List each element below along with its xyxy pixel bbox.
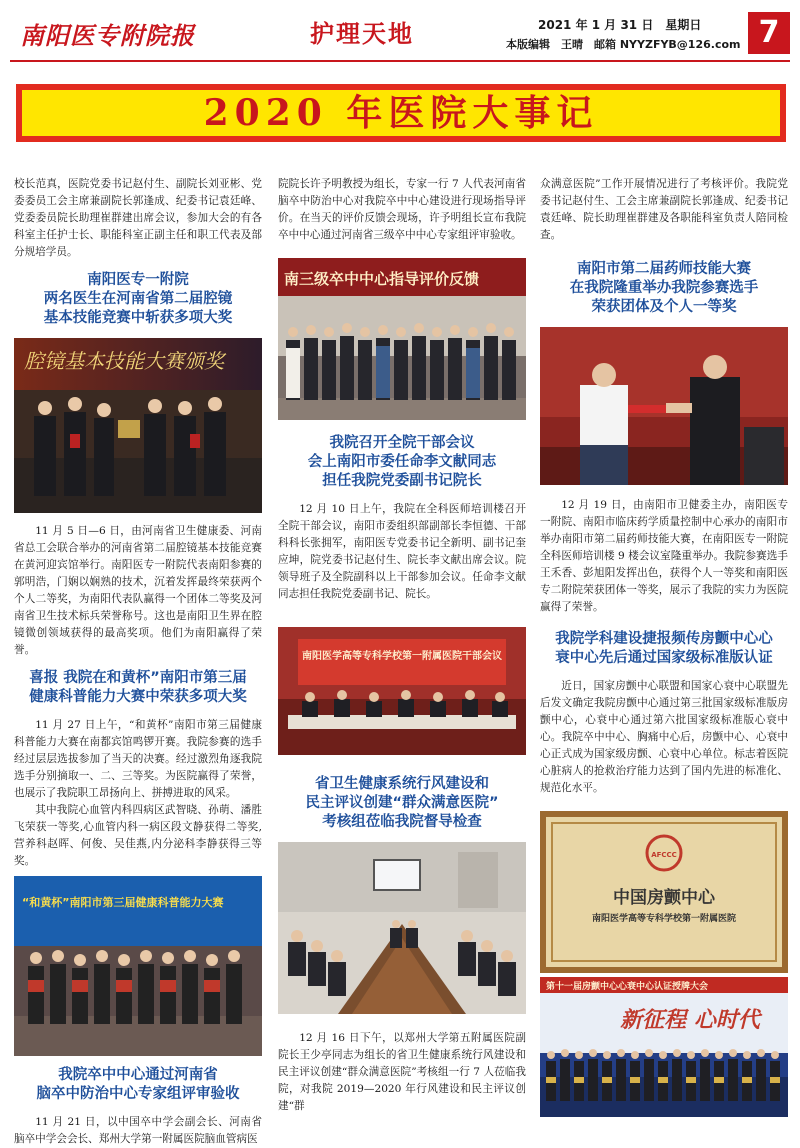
plaque-title: 中国房颤中心 — [613, 888, 715, 908]
page-number: 7 — [748, 12, 790, 54]
article-headline: 南阳医专一附院 两名医生在河南省第二届腔镜 基本技能竞赛中斩获多项大奖 — [43, 272, 233, 326]
photo-sign-text: 新征程 心时代 — [620, 1007, 760, 1033]
plaque-subtitle: 南阳医学高等专科学校第一附属医院 — [591, 914, 737, 924]
article-text: 11 月 5 日—6 日，由河南省卫生健康委、河南省总工会联合举办的河南省第二届腔镜基本技能竞赛在黄河迎宾馆举行。南阳医专一附院代表南阳参赛的郭明浩，门娴以娴熟的技术，沉着发挥最终荣获两个个人二等奖，为南阳代表队赢得一个团体二等奖及河南省卫生技术标兵荣誉称号。这也是南阳卫生界在腔镜微创领域获得的最高奖项。他们为南阳赢得了荣誉。 — [14, 525, 262, 656]
photo-pharmacist-award — [540, 327, 788, 485]
photo-top-banner: 第十一届房颤中心心衰中心认证授牌大会 — [546, 982, 709, 992]
header-rule — [10, 60, 790, 62]
paper-name: 南阳医专附院报 — [20, 21, 195, 50]
photo-sign-text: 南阳医学高等专科学校第一附属医院干部会议 — [302, 651, 502, 662]
column-2 — [278, 176, 526, 1115]
article-headline: 南阳市第二届药师技能大赛 在我院隆重举办我院参赛选手 荣获团体及个人一等奖 — [569, 261, 759, 315]
editor-line: 本版编辑 王晴 邮箱 NYYZFYB@126.com — [506, 38, 741, 51]
photo-science-contest — [14, 876, 262, 1056]
banner-inner — [22, 90, 780, 136]
photo-sign-text: 腔镜基本技能大赛颁奖 — [24, 349, 224, 373]
page-banner — [16, 84, 786, 142]
issue-date: 2021 年 1 月 31 日 星期日 — [538, 18, 702, 32]
photo-cadre-meeting — [278, 627, 526, 755]
masthead — [10, 12, 790, 58]
photo-sign-text: 南三级卒中中心指导评价反馈 — [284, 270, 480, 288]
photo-af-center-plaque — [540, 811, 788, 973]
article-text: 12 月 10 日上午，我院在全科医师培训楼召开全院干部会议，南阳市委组织部副部长李恒德、干部科科长张拥军，南阳医专党委书记全新明、副书记奎应坤，院党委书记赵付生、院长李文献出席会议。院领导班子及全院副科以上干部参加会议。任命李文献同志担任我院党委副书记、院长。 — [278, 503, 526, 600]
article-text: 12 月 16 日下午，以郑州大学第五附属医院副院长王少亭同志为组长的省卫生健康系统行风建设和民主评议创建“群众满意医院”考核组一行 7 人莅临我院，对我院 2019—2020 年行风建设和民主评议创建“群 — [278, 1032, 526, 1112]
article-text: 校长范真，医院党委书记赵付生、副院长刘亚彬、党委委员工会主席兼副院长郭逢成、纪委书记袁廷峰、党委委员院长助理崔群建出席会议，参加大会的有各科室主任护士长、职能科室正副主任和职工代表及部分规培学员。 — [14, 178, 262, 258]
photo-sign-text: “和黄杯”南阳市第三届健康科普能力大赛 — [22, 896, 224, 909]
article-text: 其中我院心血管内科四病区武智晓、孙萌、潘胜飞荣获一等奖,心血管内科一病区段文静获得二等奖,营养科赵晖、何俊、吴佳燕,内分泌科李静获得三等奖。 — [14, 804, 262, 867]
article-headline: 喜报 我院在和黄杯”南阳市第三届 健康科普能力大赛中荣获多项大奖 — [29, 670, 247, 705]
photo-certification-ceremony — [540, 977, 788, 1117]
article-text: 众满意医院”工作开展情况进行了考核评价。我院党委书记赵付生、工会主席兼副院长郭逢成、纪委书记袁廷峰、院长助理崔群建及各职能科室负责人陪同检查。 — [540, 178, 788, 241]
column-3 — [540, 176, 788, 1117]
photo-stroke-center-review — [278, 258, 526, 420]
photo-inspection-meeting — [278, 842, 526, 1014]
article-headline: 我院学科建设捷报频传房颤中心心 衰中心先后通过国家级标准版认证 — [555, 631, 773, 666]
article-text: 院院长许予明教授为组长，专家一行 7 人代表河南省脑卒中防治中心对我院卒中中心建设进行现场指导评价。在当天的评价反馈会现场，许予明组长宣布我院卒中中心通过河南省三级卒中中心专家组评审验收。 — [278, 178, 526, 241]
article-headline: 省卫生健康系统行风建设和 民主评议创建“群众满意医院” 考核组莅临我院督导检查 — [305, 776, 499, 830]
photo-endoscopy-award — [14, 338, 262, 513]
plaque-seal: AFCCC — [651, 851, 677, 859]
article-text: 近日，国家房颤中心联盟和国家心衰中心联盟先后发文确定我院房颤中心通过第三批国家级标准版房颤中心，心衰中心通过第六批国家级标准版心衰中心。我院卒中中心、胸痛中心后，房颤中心、心衰中心正式成为国家级房颤、心衰中心单位。标志着医院心脏病人的抢救治疗能力达到了国内先进的标准化、规范化水平。 — [540, 680, 788, 794]
article-headline: 我院卒中中心通过河南省 脑卒中防治中心专家组评审验收 — [36, 1067, 240, 1102]
article-text: 12 月 19 日，由南阳市卫健委主办，南阳医专一附院、南阳市临床药学质量控制中心承办的南阳市举办南阳市第二届药师技能大赛，在南阳医专一附院全科医师培训楼 9 楼会议室隆重举办。我院参赛选手王禾香、彭旭阳发挥出色，获得个人一等奖和南阳医专二附院荣获团体一等奖，展示了我院的实力为医院赢得了荣誉。 — [540, 499, 788, 613]
section-name: 护理天地 — [310, 20, 414, 48]
banner-title: 2020 年医院大事记 — [203, 92, 599, 134]
article-text: 11 月 27 日上午，“和黄杯”南阳市第三届健康科普能力大赛在南都宾馆鸣锣开赛。我院参赛的选手经过层层选拔参加了当天的决赛。经过激烈角逐我院选手分别摘取一、二、三等奖。为医院赢得了荣誉，也展示了我院职工昂扬向上、拼搏进取的风采。 — [14, 719, 262, 799]
article-text: 11 月 21 日，以中国卒中学会副会长、河南省脑卒中学会会长、郑州大学第一附属医院脑血管病医 — [14, 1116, 262, 1145]
article-headline: 我院召开全院干部会议 会上南阳市委任命李文献同志 担任我院党委副书记院长 — [307, 435, 497, 489]
column-1 — [14, 176, 262, 1148]
